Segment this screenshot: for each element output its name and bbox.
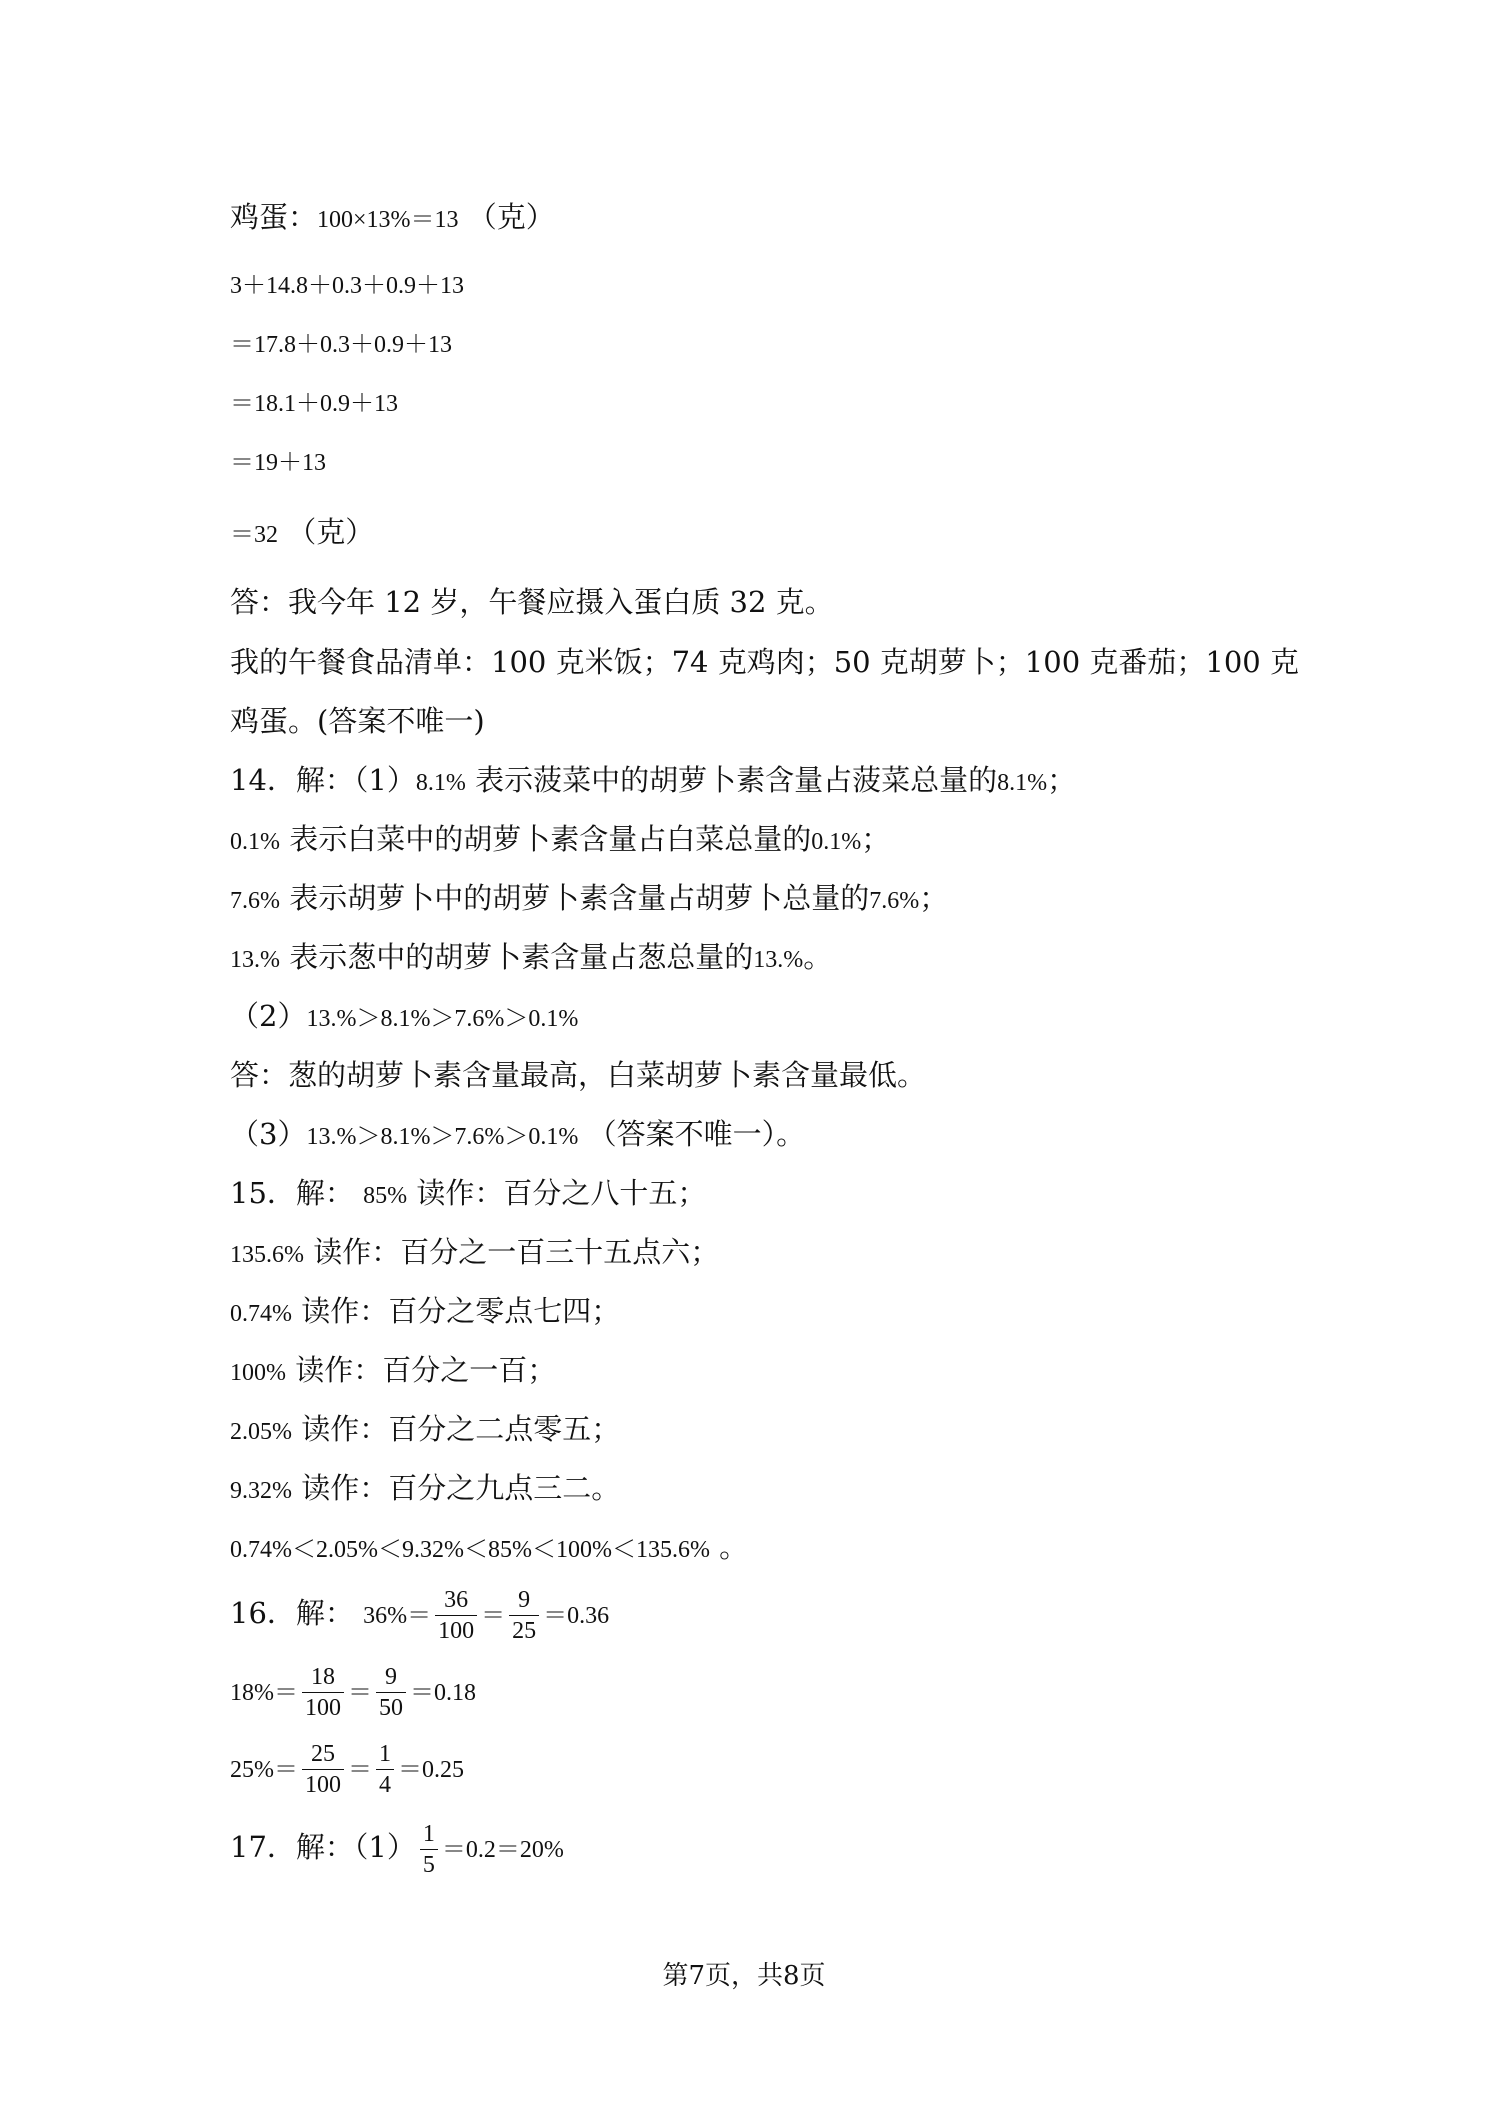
q14-p4-value: 13.% (230, 947, 280, 973)
q14-answer: 答：葱的胡萝卜素含量最高，白菜胡萝卜素含量最低。 (230, 1058, 927, 1092)
q16-pct: 18%＝ (230, 1680, 298, 1706)
eggs-expr: 100×13%＝13 (317, 207, 459, 233)
q16-row-1 (230, 1578, 609, 1651)
q15-head: 15．解： (230, 1176, 354, 1210)
q15-compare-end: 。 (719, 1530, 749, 1564)
fraction-numerator: 1 (420, 1819, 438, 1850)
q14-part1-line3 (230, 878, 948, 921)
sum-result (230, 512, 374, 555)
fraction-denominator: 100 (438, 1617, 475, 1644)
q14-part3-note: （答案不唯一）。 (587, 1117, 806, 1151)
fraction-denominator: 100 (305, 1771, 341, 1798)
q14-p4-value2: 13.% (753, 947, 804, 973)
q14-part3-label: （3） (230, 1117, 307, 1151)
eggs-line (230, 197, 555, 240)
q15-item-num: 100% (230, 1360, 286, 1386)
q17-rest: ＝0.2＝20% (441, 1837, 564, 1863)
q16-fraction-2 (376, 1662, 406, 1723)
sum-result-expr: ＝32 (230, 522, 278, 548)
q15-compare-expr: 0.74%＜2.05%＜9.32%＜85%＜100%＜135.6% (230, 1537, 710, 1563)
q14-p3-value: 7.6% (230, 888, 280, 914)
fraction-denominator: 50 (379, 1694, 403, 1721)
q14-p3-value2: 7.6% (869, 888, 920, 914)
q14-p2-value: 0.1% (230, 829, 280, 855)
sum-step-4: ＝19＋13 (230, 450, 326, 476)
page-footer: 第7页，共8页 (662, 1961, 826, 1991)
fraction-denominator: 100 (305, 1694, 341, 1721)
q15-item-text: 读作：百分之一百； (295, 1353, 557, 1387)
q17-line (230, 1812, 564, 1885)
q14-p1-text: 表示菠菜中的胡萝卜素含量占菠菜总量的 (475, 763, 998, 797)
eggs-unit: （克） (467, 200, 555, 234)
q16-pct: 25%＝ (230, 1757, 298, 1783)
q15-item-num: 85% (363, 1183, 408, 1209)
equals-sign: ＝ (481, 1603, 506, 1629)
q15-item-text: 读作：百分之一百三十五点六； (313, 1235, 720, 1269)
fraction-numerator: 9 (376, 1662, 406, 1693)
q15-item (230, 1291, 620, 1334)
q14-p3-text: 表示胡萝卜中的胡萝卜素含量占胡萝卜总量的 (289, 881, 870, 915)
lunch-list-line1: 我的午餐食品清单：100 克米饭；74 克鸡肉；50 克胡萝卜；100 克番茄；100 克 (230, 645, 1299, 679)
q14-part3-expr: 13.%＞8.1%＞7.6%＞0.1% (306, 1124, 579, 1150)
equals-sign: ＝ (348, 1680, 372, 1706)
q15-item (230, 1409, 620, 1452)
q16-row-2 (230, 1655, 476, 1728)
q14-part1-line2 (230, 819, 890, 862)
q14-part3 (230, 1114, 805, 1157)
q14-part2 (230, 996, 578, 1039)
q16-decimal: ＝0.36 (543, 1603, 610, 1629)
sum-step-3: ＝18.1＋0.9＋13 (230, 391, 398, 417)
q15-item (230, 1232, 719, 1275)
fraction-numerator: 36 (435, 1585, 477, 1616)
fraction-numerator: 18 (302, 1662, 344, 1693)
q14-part1-line4 (230, 937, 832, 980)
fraction-numerator: 9 (509, 1585, 539, 1616)
q16-row-3 (230, 1732, 464, 1805)
q14-p4-text: 表示葱中的胡萝卜素含量占葱总量的 (289, 940, 754, 974)
q14-p1-end: ； (1047, 763, 1077, 797)
q15-item (230, 1468, 620, 1511)
q15-item-num: 0.74% (230, 1301, 292, 1327)
q16-decimal: ＝0.25 (398, 1757, 464, 1783)
q16-fraction-2 (509, 1585, 539, 1646)
q14-p2-value2: 0.1% (811, 829, 862, 855)
fraction-numerator: 1 (376, 1739, 394, 1770)
lunch-list-line2: 鸡蛋。(答案不唯一) (230, 704, 485, 738)
q16-fraction-2 (376, 1739, 394, 1800)
q14-part1-line1 (230, 760, 1076, 803)
q17-fraction (420, 1819, 438, 1880)
q14-p3-end: ； (919, 881, 949, 915)
q16-fraction-1 (435, 1585, 477, 1646)
q15-item-num: 9.32% (230, 1478, 292, 1504)
sum-result-unit: （克） (287, 515, 375, 549)
q15-item-text: 读作：百分之二点零五； (301, 1412, 621, 1446)
sum-step-1: 3＋14.8＋0.3＋0.9＋13 (230, 273, 464, 299)
q15-item-num: 2.05% (230, 1419, 292, 1445)
q15-line1 (230, 1173, 706, 1216)
q16-pct: 36%＝ (363, 1603, 432, 1629)
equals-sign: ＝ (348, 1757, 372, 1783)
fraction-denominator: 4 (379, 1771, 391, 1798)
q14-p1-value: 8.1% (415, 770, 466, 796)
q15-item-text: 读作：百分之八十五； (416, 1176, 707, 1210)
fraction-denominator: 5 (422, 1851, 435, 1878)
q14-p4-end: 。 (803, 940, 833, 974)
q15-item-text: 读作：百分之零点七四； (301, 1294, 621, 1328)
q16-fraction-1 (302, 1662, 344, 1723)
q14-p2-end: ； (861, 822, 891, 856)
sum-step-2: ＝17.8＋0.3＋0.9＋13 (230, 332, 452, 358)
answer-protein: 答：我今年 12 岁，午餐应摄入蛋白质 32 克。 (230, 585, 834, 619)
q14-head: 14．解：（1） (230, 763, 416, 797)
q16-decimal: ＝0.18 (410, 1680, 476, 1706)
q15-item-text: 读作：百分之九点三二。 (301, 1471, 621, 1505)
q16-fraction-1 (302, 1739, 344, 1800)
q16-head: 16．解： (230, 1596, 354, 1630)
q17-head: 17．解：（1） (230, 1830, 416, 1864)
q15-compare (230, 1527, 748, 1570)
q14-p2-text: 表示白菜中的胡萝卜素含量占白菜总量的 (289, 822, 812, 856)
q14-part2-label: （2） (230, 999, 307, 1033)
q14-part2-expr: 13.%＞8.1%＞7.6%＞0.1% (306, 1006, 579, 1032)
fraction-denominator: 25 (512, 1617, 537, 1644)
q15-item-num: 135.6% (230, 1242, 304, 1268)
q15-item (230, 1350, 556, 1393)
q14-p1-value2: 8.1% (997, 770, 1048, 796)
fraction-numerator: 25 (302, 1739, 344, 1770)
eggs-label: 鸡蛋： (230, 200, 318, 234)
